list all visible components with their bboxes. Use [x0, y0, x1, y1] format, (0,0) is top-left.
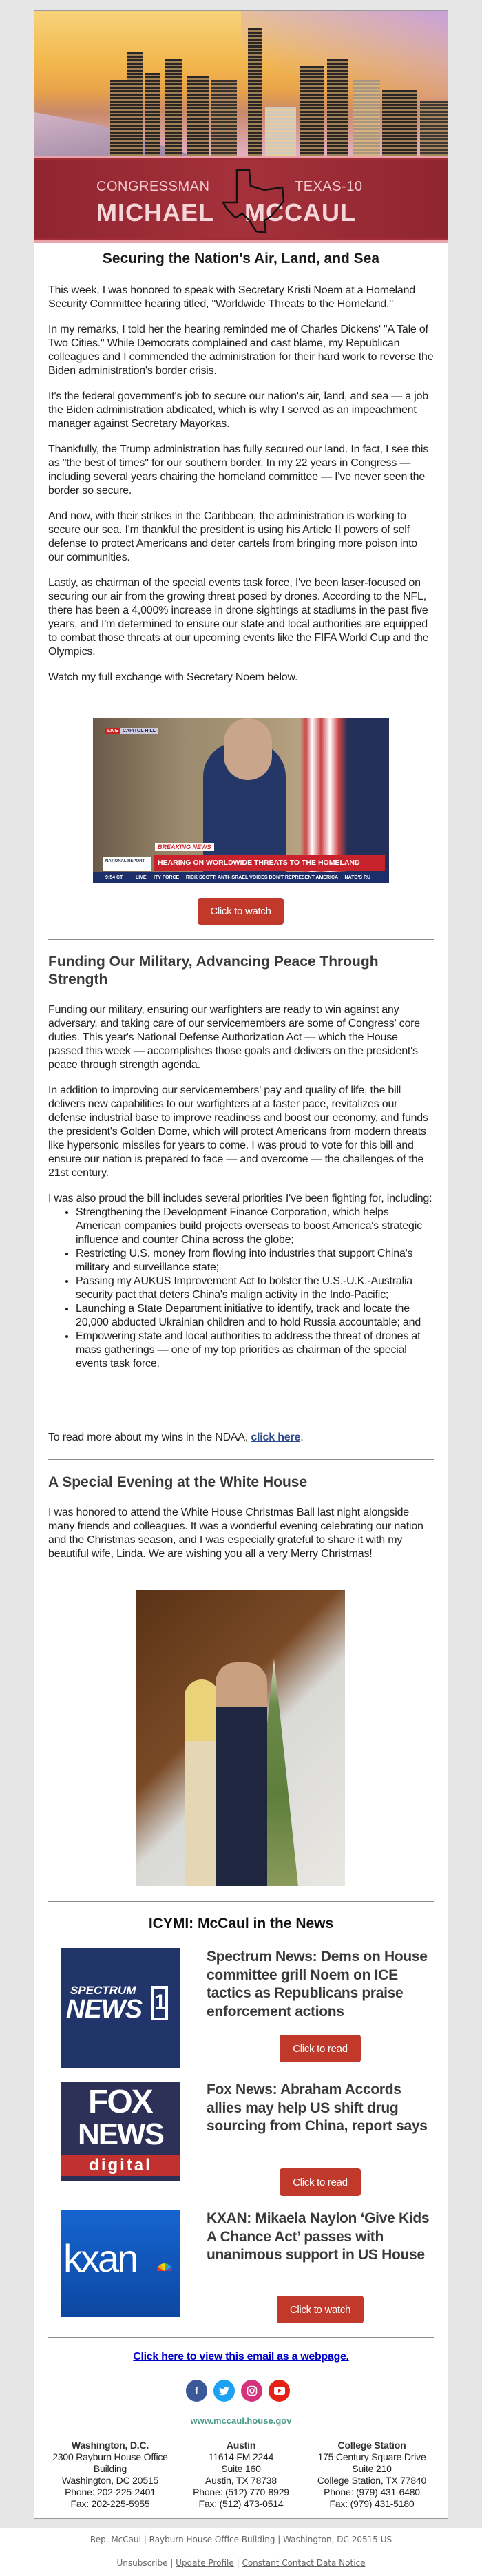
office-line: Suite 210	[352, 2463, 392, 2474]
list-item: • Strengthening the Development Finance Corporation, which helps American companies build projects overseas to boost America's strategic influence and counter China across the globe;	[76, 1206, 434, 1247]
read-more-text: To read more about my wins in the NDAA,	[48, 1432, 251, 1443]
speaker-head	[224, 718, 272, 780]
divider	[48, 1901, 434, 1902]
logo-text: digital	[61, 2155, 180, 2176]
office-line: Fax: (979) 431-5180	[329, 2498, 415, 2509]
logo-first-name: MICHAEL	[96, 198, 214, 227]
austin-skyline-image	[34, 11, 448, 156]
click-to-watch-button[interactable]: Click to watch	[198, 898, 284, 925]
show-logo: NATIONAL REPORT	[103, 857, 151, 871]
logo-text: kxan	[63, 2237, 137, 2280]
ticker-time: 9:54 CT	[105, 875, 123, 880]
separator: |	[236, 2558, 240, 2568]
facebook-icon[interactable]: f	[186, 2380, 207, 2402]
section-title-securing: Securing the Nation's Air, Land, and Sea	[102, 251, 380, 266]
office-line: Phone: (979) 431-6480	[324, 2486, 420, 2498]
news-headline[interactable]: KXAN: Mikaela Naylon ‘Give Kids A Chance Act’ passes with unanimous support in US House	[207, 2210, 430, 2263]
section-body-funding	[48, 1003, 434, 1383]
logo-last-name: MCCAUL	[244, 198, 356, 227]
logo-text: NEWS	[66, 1995, 142, 2024]
paragraph: Lastly, as chairman of the special events task force, I've been laser-focused on securing our air from the growing threat posed by drones. According to the NFL, there has been a 4,000% increase in drone sightings at stadiums in the past five years, and I'm determined to ensure our state and local authorities are equipped to combat those threats at our upcoming events like the FIFA World Cup and the Olympics.	[48, 577, 429, 658]
twitter-icon[interactable]	[213, 2380, 235, 2402]
footer-links	[0, 2558, 482, 2568]
logo-text: FOX	[88, 2084, 152, 2120]
divider	[48, 939, 434, 940]
click-to-watch-button[interactable]: Click to watch	[277, 2296, 364, 2323]
news-section-title: ICYMI: McCaul in the News	[148, 1916, 334, 1931]
chyron-headline: HEARING ON WORLDWIDE THREATS TO THE HOMELAND	[154, 855, 385, 871]
ticker-bar	[93, 872, 389, 883]
office-line: Washington, DC 20515	[61, 2475, 159, 2486]
paragraph: And now, with their strikes in the Caribbean, the administration is working to secure our sea. I'm thankful the president is using his Article II powers of self defense to protect Americans and deter cartels from bringing more poison into our communities.	[48, 510, 418, 563]
office-line: College Station, TX 77840	[317, 2475, 427, 2486]
list-item: • Empowering state and local authorities to address the threat of drones at mass gatherings — one of my top priorities as chairman of the special events task force.	[76, 1330, 434, 1371]
office-line: Phone: (512) 770-8929	[193, 2486, 289, 2498]
logo-text: 1	[151, 1986, 168, 2020]
youtube-icon[interactable]	[269, 2380, 290, 2402]
fox-news-logo[interactable]	[61, 2082, 180, 2181]
instagram-icon[interactable]	[241, 2380, 262, 2402]
texas-outline-icon	[222, 167, 287, 235]
website-link[interactable]: www.mccaul.house.gov	[190, 2416, 292, 2426]
kxan-logo[interactable]	[61, 2210, 180, 2317]
divider	[48, 2337, 434, 2338]
spectrum-news-logo[interactable]	[61, 1948, 180, 2068]
paragraph: This week, I was honored to speak with Secretary Kristi Noem at a Homeland Security Committee hearing titled, "Worldwide Threats to the Homeland."	[48, 284, 415, 310]
paragraph: Thankfully, the Trump administration has fully secured our land. In fact, I see this as "the best of times" for our southern border. In my 22 years in Congress — including several years chairing the homeland committee — I've never seen the border so secure.	[48, 443, 429, 496]
priorities-list	[76, 1206, 434, 1371]
data-notice-link[interactable]: Constant Contact Data Notice	[242, 2558, 366, 2568]
hearing-video-thumbnail[interactable]	[93, 718, 389, 883]
office-name: College Station	[337, 2440, 406, 2451]
read-more-line	[48, 1431, 434, 1445]
sender-address: Rep. McCaul | Rayburn House Office Building | Washington, DC 20515 US	[90, 2535, 392, 2544]
list-item: • Passing my AUKUS Improvement Act to bolster the U.S.-U.K.-Australia security pact that deters China's malign activity in the Indo-Pacific;	[76, 1275, 434, 1302]
office-line: 175 Century Square Drive	[317, 2451, 426, 2462]
paragraph: In my remarks, I told her the hearing reminded me of Charles Dickens' "A Tale of Two Cities." While Democrats complained and cast blame, my Republican colleagues and I commended the administration for their hard work to reverse the Biden administration's border crisis.	[48, 324, 434, 377]
ticker-live: LIVE	[136, 875, 147, 880]
list-item: • Launching a State Department initiative to identify, track and locate the 20,000 abducted Ukrainian children and to hold Russia accountable; and	[76, 1302, 434, 1330]
section-title-funding: Funding Our Military, Advancing Peace Through Strength	[48, 954, 379, 987]
office-name: Austin	[226, 2440, 256, 2451]
office-line: Fax: 202-225-5955	[70, 2498, 150, 2509]
section-body-white-house	[48, 1506, 434, 1573]
office-line: 11614 FM 2244	[208, 2451, 274, 2462]
nbc-peacock-icon	[157, 2263, 172, 2279]
office-line: Suite 160	[221, 2463, 261, 2474]
section-title-white-house: A Special Evening at the White House	[48, 1474, 308, 1490]
breaking-news-tag: BREAKING NEWS	[155, 843, 214, 851]
logo-text: NEWS	[78, 2117, 163, 2151]
ticker-text: ITY FORCE RICK SCOTT: ANTI-ISRAEL VOICES DON'T REPRESENT AMERICA NATO'S RU	[154, 875, 371, 880]
office-line: 2300 Rayburn House Office Building	[52, 2451, 168, 2474]
logo-text: SPECTRUM	[70, 1984, 136, 1997]
paragraph: I was honored to attend the White House Christmas Ball last night alongside many friends and colleagues. It was a wonderful evening celebrating our nation and the Christmas season, and I was especially grateful to share it with my beautiful wife, Linda. We are wishing you all a very Merry Christmas!	[48, 1507, 423, 1560]
news-headline[interactable]: Fox News: Abraham Accords allies may help US shift drug sourcing from China, report says	[207, 2082, 428, 2135]
office-college-station	[306, 2440, 437, 2510]
read-more-suffix: .	[300, 1432, 304, 1443]
logo-congressman-label: CONGRESSMAN	[96, 179, 210, 194]
list-item: • Restricting U.S. money from flowing into industries that support China's military and surveillance state;	[76, 1247, 434, 1275]
paragraph: I was also proud the bill includes several priorities I've been fighting for, including:	[48, 1193, 432, 1204]
update-profile-link[interactable]: Update Profile	[176, 2558, 234, 2568]
click-to-read-button[interactable]: Click to read	[280, 2168, 361, 2196]
office-line: Phone: 202-225-2401	[65, 2486, 156, 2498]
office-austin	[176, 2440, 306, 2510]
office-washington	[45, 2440, 176, 2510]
ndaa-click-here-link[interactable]: click here	[251, 1432, 301, 1443]
divider	[48, 1459, 434, 1460]
news-headline[interactable]: Spectrum News: Dems on House committee grill Noem on ICE tactics as Republicans praise enforcement actions	[207, 1949, 428, 2020]
paragraph: Watch my full exchange with Secretary Noem below.	[48, 671, 298, 683]
christmas-ball-photo	[136, 1590, 345, 1886]
paragraph: Funding our military, ensuring our warfighters are ready to win against any adversary, and taking care of our servicemembers are some of Congress' core duties. This year's National Defense Authorization Act — which the House passed this week — accomplishes those goals and delivers on the president's peace through strength agenda.	[48, 1004, 421, 1071]
click-to-read-button[interactable]: Click to read	[280, 2035, 361, 2062]
view-as-webpage-link[interactable]: Click here to view this email as a webpage.	[133, 2351, 349, 2363]
woman-figure	[185, 1679, 219, 1886]
paragraph: In addition to improving our servicemembers' pay and quality of life, the bill delivers new capabilities to our warfighters at a faster pace, revitalizes our defense industrial base to improve readiness and boost our economy, and funds the president's Golden Dome, which will protect Americans from modern threats like hypersonic missiles for years to come. I was proud to vote for this bill and ensure our nation is prepared to face — and overcome — the challenges of the 21st century.	[48, 1085, 428, 1179]
man-figure	[216, 1662, 267, 1886]
live-tag: LIVE	[105, 728, 120, 734]
separator: |	[170, 2558, 174, 2568]
section-body-securing	[48, 284, 434, 696]
congressman-logo-banner	[34, 156, 448, 243]
location-tag: CAPITOL HILL	[120, 728, 158, 734]
office-name: Washington, D.C.	[71, 2440, 149, 2451]
office-line: Austin, TX 78738	[205, 2475, 277, 2486]
paragraph: It's the federal government's job to secure our nation's air, land, and sea — a job the Biden administration abdicated, which is why I served as an impeachment manager against Secretary Mayorkas.	[48, 390, 429, 430]
office-line: Fax: (512) 473-0514	[198, 2498, 284, 2509]
unsubscribe-link[interactable]: Unsubscribe	[116, 2558, 168, 2568]
logo-district-label: TEXAS-10	[295, 179, 363, 194]
